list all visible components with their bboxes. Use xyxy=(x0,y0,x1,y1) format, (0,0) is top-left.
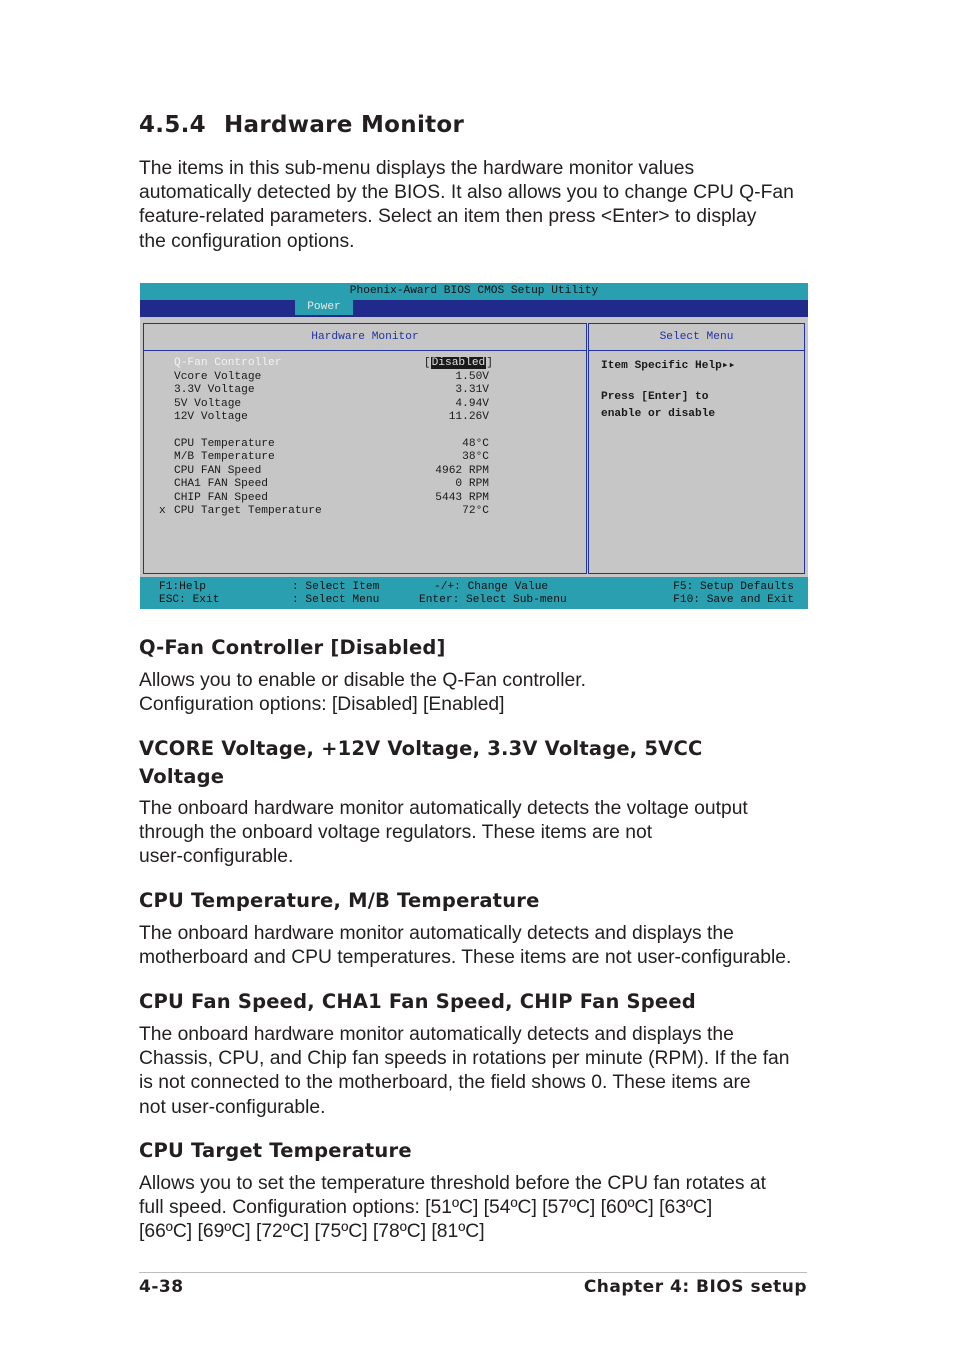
item-value: 38°C xyxy=(462,451,489,463)
bios-key-legend xyxy=(140,577,808,609)
subsection-body xyxy=(139,1023,819,1120)
body-line: Chassis, CPU, and Chip fan speeds in rotations per minute (RPM). If the fan xyxy=(139,1048,790,1070)
heading-line: CPU Fan Speed, CHA1 Fan Speed, CHIP Fan Speed xyxy=(139,990,696,1013)
item-label: 3.3V Voltage xyxy=(174,384,255,396)
bios-menu-bar xyxy=(140,300,808,317)
item-value: 5443 RPM xyxy=(435,492,489,504)
key-change-value: -/+: Change Value xyxy=(434,581,549,593)
chapter-title: Chapter 4: BIOS setup xyxy=(583,1277,807,1297)
body-line: full speed. Configuration options: [51ºC] [54ºC] [57ºC] [60ºC] [63ºC] xyxy=(139,1197,713,1219)
key-setup-defaults: F5: Setup Defaults xyxy=(673,581,794,593)
bios-item-row[interactable] xyxy=(144,438,586,452)
help-panel-title: Select Menu xyxy=(589,324,804,351)
body-line: Allows you to set the temperature threshold before the CPU fan rotates at xyxy=(139,1173,766,1194)
item-value: 72°C xyxy=(462,505,489,517)
body-line: Configuration options: [Disabled] [Enabled] xyxy=(139,694,505,716)
item-value: 4.94V xyxy=(455,398,489,410)
intro-paragraph xyxy=(139,157,819,254)
heading-line: VCORE Voltage, +12V Voltage, 3.3V Voltage, 5VCC xyxy=(139,737,703,760)
body-line: through the onboard voltage regulators. These items are not xyxy=(139,822,653,844)
key-select-submenu: Enter: Select Sub-menu xyxy=(419,594,567,606)
subsection-body xyxy=(139,1172,819,1245)
body-line: motherboard and CPU temperatures. These items are not user-configurable. xyxy=(139,947,792,969)
page-number: 4-38 xyxy=(139,1277,184,1297)
item-label: Vcore Voltage xyxy=(174,371,262,383)
item-value: 48°C xyxy=(462,438,489,450)
item-value: 3.31V xyxy=(455,384,489,396)
item-label: M/B Temperature xyxy=(174,451,275,463)
bios-item-row[interactable] xyxy=(144,492,586,506)
footer-divider xyxy=(139,1272,807,1273)
intro-line: the configuration options. xyxy=(139,230,355,252)
subsection-body xyxy=(139,922,819,970)
item-value: 4962 RPM xyxy=(435,465,489,477)
item-label: Q-Fan Controller xyxy=(174,357,282,369)
item-label: CPU Target Temperature xyxy=(174,505,322,517)
key-save-exit: F10: Save and Exit xyxy=(673,594,794,606)
heading-line: CPU Target Temperature xyxy=(139,1139,412,1162)
item-label: CPU Temperature xyxy=(174,438,275,450)
body-line: user-configurable. xyxy=(139,846,294,868)
help-panel xyxy=(588,323,805,574)
section-number: 4.5.4 xyxy=(139,112,206,138)
heading-line: CPU Temperature, M/B Temperature xyxy=(139,889,540,912)
subsection-heading xyxy=(139,988,839,1016)
subsection-heading xyxy=(139,887,839,915)
hardware-monitor-panel xyxy=(143,323,587,574)
body-line: The onboard hardware monitor automatically detects the voltage output xyxy=(139,798,748,819)
help-text-line: Press [Enter] to xyxy=(601,391,709,403)
item-label: CPU FAN Speed xyxy=(174,465,262,477)
body-line: not user-configurable. xyxy=(139,1096,326,1118)
body-line: The onboard hardware monitor automatically detects and displays the xyxy=(139,923,734,944)
bios-screen xyxy=(140,283,808,609)
body-line: [66ºC] [69ºC] [72ºC] [75ºC] [78ºC] [81ºC] xyxy=(139,1221,485,1243)
body-line: is not connected to the motherboard, the field shows 0. These items are xyxy=(139,1072,751,1094)
bios-item-row[interactable] xyxy=(144,357,586,371)
bios-item-row[interactable] xyxy=(144,478,586,492)
subsection-heading xyxy=(139,1137,839,1165)
bios-item-row[interactable] xyxy=(144,384,586,398)
tab-power[interactable]: Power xyxy=(295,300,353,315)
subsection-heading xyxy=(139,634,839,662)
subsection-body xyxy=(139,669,819,717)
section-heading xyxy=(139,112,464,138)
body-line: Allows you to enable or disable the Q-Fan controller. xyxy=(139,670,586,691)
body-line: The onboard hardware monitor automatically detects and displays the xyxy=(139,1024,734,1045)
intro-line: feature-related parameters. Select an item then press <Enter> to display xyxy=(139,206,757,228)
selected-value-box[interactable]: Disabled xyxy=(431,357,486,369)
intro-line: automatically detected by the BIOS. It also allows you to change CPU Q-Fan xyxy=(139,182,794,204)
item-value: 11.26V xyxy=(448,411,489,423)
bios-item-row[interactable] xyxy=(144,505,586,519)
key-exit: ESC: Exit xyxy=(159,594,220,606)
bios-item-row[interactable] xyxy=(144,371,586,385)
key-help: F1:Help xyxy=(159,581,206,593)
item-disabled-mark: x xyxy=(159,505,166,517)
item-label: 12V Voltage xyxy=(174,411,248,423)
item-label: CHIP FAN Speed xyxy=(174,492,268,504)
heading-line: Voltage xyxy=(139,765,225,788)
subsection-body xyxy=(139,797,819,870)
bios-item-row[interactable] xyxy=(144,398,586,412)
bios-item-row[interactable] xyxy=(144,451,586,465)
item-value: 1.50V xyxy=(455,371,489,383)
heading-line: Q-Fan Controller [Disabled] xyxy=(139,636,446,659)
key-select-item: : Select Item xyxy=(292,581,380,593)
panel-title: Hardware Monitor xyxy=(144,324,586,351)
item-label: CHA1 FAN Speed xyxy=(174,478,268,490)
help-text-line: enable or disable xyxy=(601,408,716,420)
subsection-heading xyxy=(139,735,839,791)
intro-line: The items in this sub-menu displays the hardware monitor values xyxy=(139,158,695,179)
item-help-title: Item Specific Help▸▸ xyxy=(601,360,736,372)
item-label: 5V Voltage xyxy=(174,398,242,410)
key-select-menu: : Select Menu xyxy=(292,594,380,606)
bios-title-bar: Phoenix-Award BIOS CMOS Setup Utility xyxy=(140,283,808,300)
section-title: Hardware Monitor xyxy=(224,112,465,138)
bios-item-row[interactable] xyxy=(144,411,586,425)
item-value: 0 RPM xyxy=(455,478,489,490)
bios-item-row[interactable] xyxy=(144,465,586,479)
item-value[interactable]: [Disabled] xyxy=(423,357,493,369)
